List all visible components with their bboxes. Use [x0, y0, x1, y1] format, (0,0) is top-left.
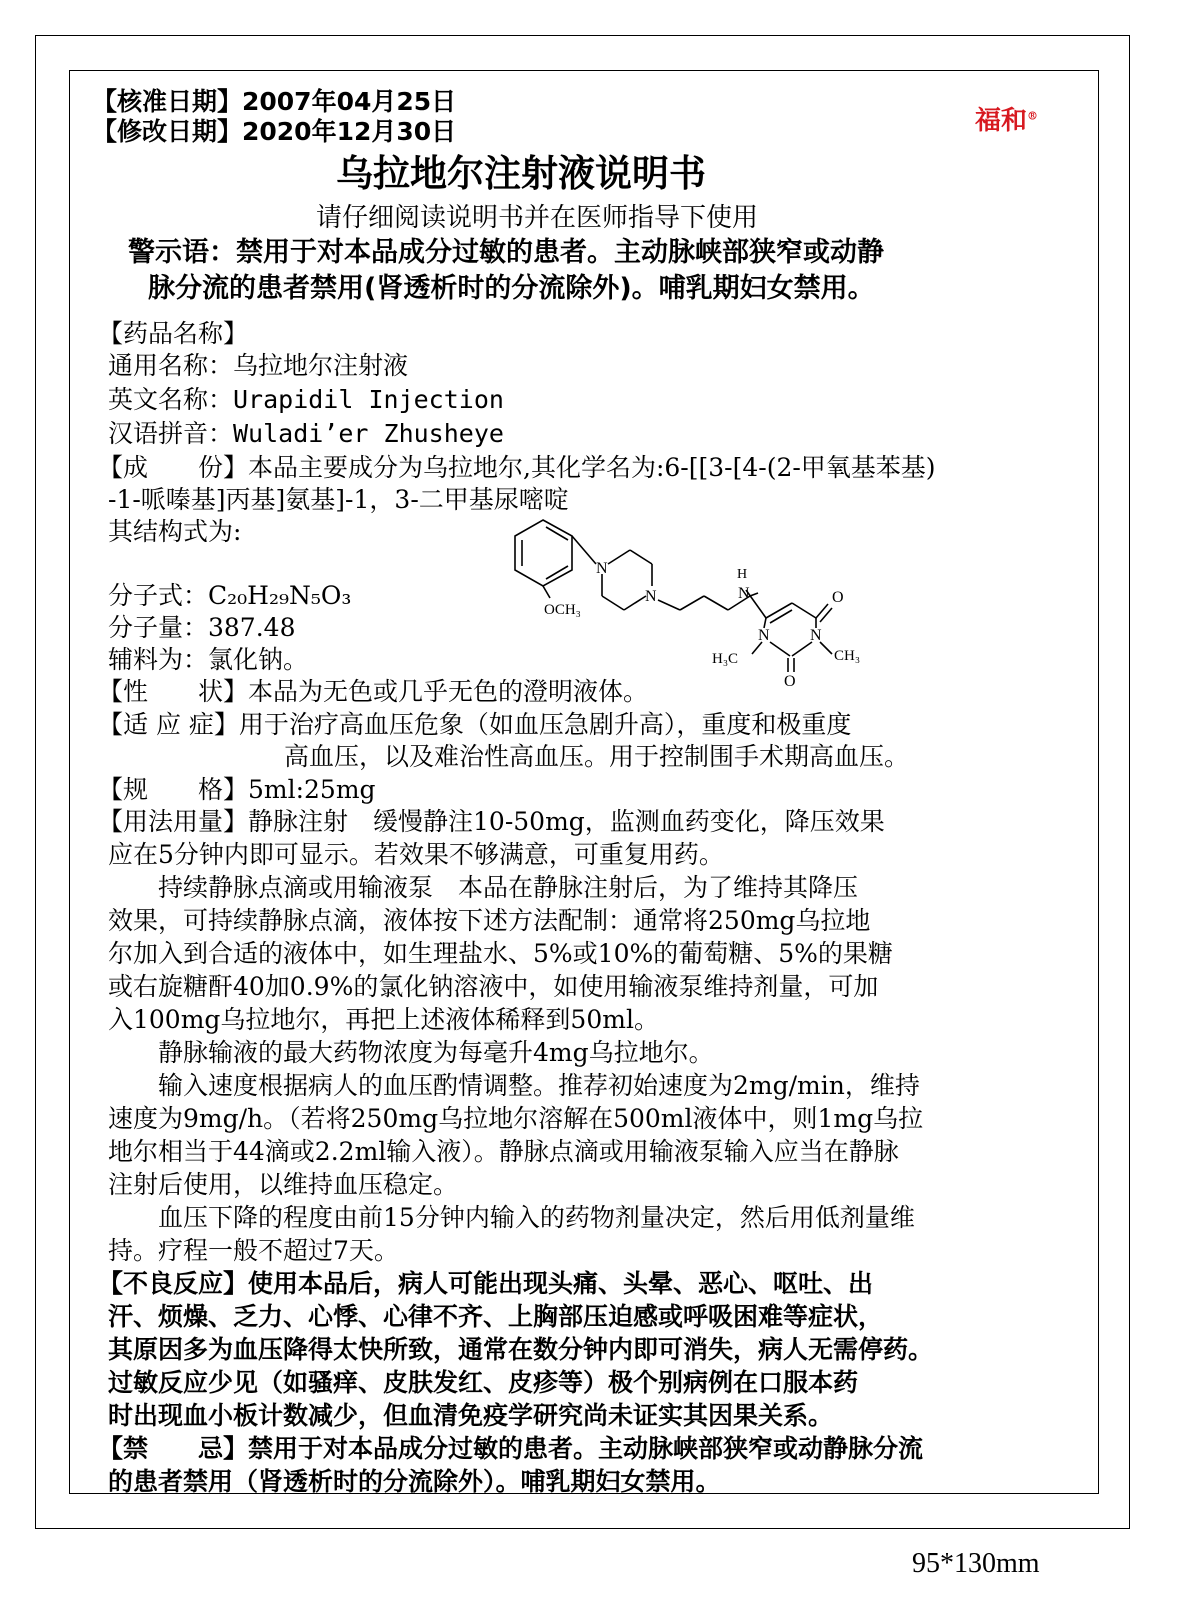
contraindication-line: 的患者禁用（肾透析时的分流除外）。哺乳期妇女禁用。	[108, 1467, 721, 1496]
label-dimensions: 95*130mm	[912, 1548, 1040, 1579]
dosage-line: 尔加入到合适的液体中，如生理盐水、5%或10%的葡萄糖、5%的果糖	[108, 939, 893, 968]
dosage-line: 静脉输液的最大药物浓度为每毫升4mg乌拉地尔。	[108, 1038, 714, 1067]
dosage-line: 注射后使用，以维持血压稳定。	[108, 1170, 459, 1199]
piperazine-n-left: N	[596, 560, 608, 577]
amine-n: N	[738, 585, 750, 602]
indications-line-2: 高血压，以及难治性高血压。用于控制围手术期高血压。	[284, 742, 910, 771]
approval-date: 【核准日期】2007年04月25日	[92, 87, 457, 116]
adverse-line: 其原因多为血压降得太快所致，通常在数分钟内即可消失，病人无需停药。	[108, 1335, 934, 1364]
ring-n3: N	[810, 627, 822, 644]
structure-intro: 其结构式为:	[108, 517, 242, 546]
molecular-weight: 分子量：387.48	[108, 613, 296, 642]
dosage-line: 持续静脉点滴或用输液泵 本品在静脉注射后，为了维持其降压	[108, 873, 859, 902]
generic-name: 通用名称：乌拉地尔注射液	[108, 351, 409, 380]
dosage-line: 效果，可持续静脉点滴，液体按下述方法配制：通常将250mg乌拉地	[108, 906, 871, 935]
pinyin-name: 汉语拼音：Wuladi’er Zhusheye	[108, 419, 504, 448]
amine-h: H	[737, 567, 748, 582]
molecular-formula: 分子式：C₂₀H₂₉N₅O₃	[108, 581, 352, 610]
dosage-line: 地尔相当于44滴或2.2ml输入液）。静脉点滴或用输液泵输入应当在静脉	[108, 1137, 899, 1166]
section-heading-drug-name: 【药品名称】	[98, 319, 249, 348]
brand-logo	[975, 100, 1038, 137]
document-title: 乌拉地尔注射液说明书	[336, 152, 706, 195]
registered-mark: ®	[1027, 109, 1039, 123]
dosage-line: 应在5分钟内即可显示。若效果不够满意，可重复用药。	[108, 840, 724, 869]
contraindication-line: 【禁 忌】禁用于对本品成分过敏的患者。主动脉峡部狭窄或动静脉分流	[98, 1434, 924, 1463]
composition-line-1: 【成 份】本品主要成分为乌拉地尔,其化学名为:6-[[3-[4-(2-甲氧基苯基)	[98, 453, 936, 482]
carbonyl-o-bottom: O	[784, 673, 796, 690]
brand-logo-text: 福和	[975, 106, 1028, 136]
adverse-line: 过敏反应少见（如骚痒、皮肤发红、皮疹等）极个别病例在口服本药	[108, 1368, 859, 1397]
properties: 【性 状】本品为无色或几乎无色的澄明液体。	[98, 677, 649, 706]
chemical-structure	[500, 500, 880, 700]
adverse-line: 汗、烦燥、乏力、心悸、心律不齐、上胸部压迫感或呼吸困难等症状，	[108, 1302, 884, 1331]
carbonyl-o-top: O	[832, 589, 844, 606]
dosage-line: 持。疗程一般不超过7天。	[108, 1236, 399, 1265]
dosage-line: 血压下降的程度由前15分钟内输入的药物剂量决定，然后用低剂量维	[108, 1203, 915, 1232]
dosage-line: 【用法用量】静脉注射 缓慢静注10-50mg，监测血药变化，降压效果	[98, 807, 885, 836]
dosage-line: 速度为9mg/h。（若将250mg乌拉地尔溶解在500ml液体中，则1mg乌拉	[108, 1104, 924, 1133]
warning-line-1: 警示语：禁用于对本品成分过敏的患者。主动脉峡部狭窄或动静	[128, 237, 884, 268]
dosage-line: 输入速度根据病人的血压酌情调整。推荐初始速度为2mg/min，维持	[108, 1071, 920, 1100]
excipient: 辅料为：氯化钠。	[108, 645, 309, 674]
methyl-right-label: CH₃	[834, 648, 861, 664]
warning-line-2: 脉分流的患者禁用(肾透析时的分流除外)。哺乳期妇女禁用。	[148, 273, 875, 304]
adverse-line: 时出现血小板计数减少，但血清免疫学研究尚未证实其因果关系。	[108, 1401, 834, 1430]
english-name: 英文名称：Urapidil Injection	[108, 385, 504, 414]
adverse-line: 【不良反应】使用本品后，病人可能出现头痛、头晕、恶心、呕吐、出	[98, 1269, 874, 1298]
composition-line-2: -1-哌嗪基]丙基]氨基]-1，3-二甲基尿嘧啶	[108, 485, 569, 514]
subtitle: 请仔细阅读说明书并在医师指导下使用	[316, 203, 759, 233]
methyl-left-label: H₃C	[712, 651, 739, 667]
ring-n1: N	[758, 627, 770, 644]
methoxy-label: OCH₃	[544, 602, 581, 618]
indications-line-1: 【适 应 症】用于治疗高血压危象（如血压急剧升高），重度和极重度	[98, 710, 852, 739]
dosage-line: 或右旋糖酐40加0.9%的氯化钠溶液中，如使用输液泵维持剂量，可加	[108, 972, 879, 1001]
piperazine-n-right: N	[645, 588, 657, 605]
revision-date: 【修改日期】2020年12月30日	[92, 117, 457, 146]
dosage-line: 入100mg乌拉地尔，再把上述液体稀释到50ml。	[108, 1005, 659, 1034]
specification: 【规 格】5ml:25mg	[98, 775, 376, 804]
